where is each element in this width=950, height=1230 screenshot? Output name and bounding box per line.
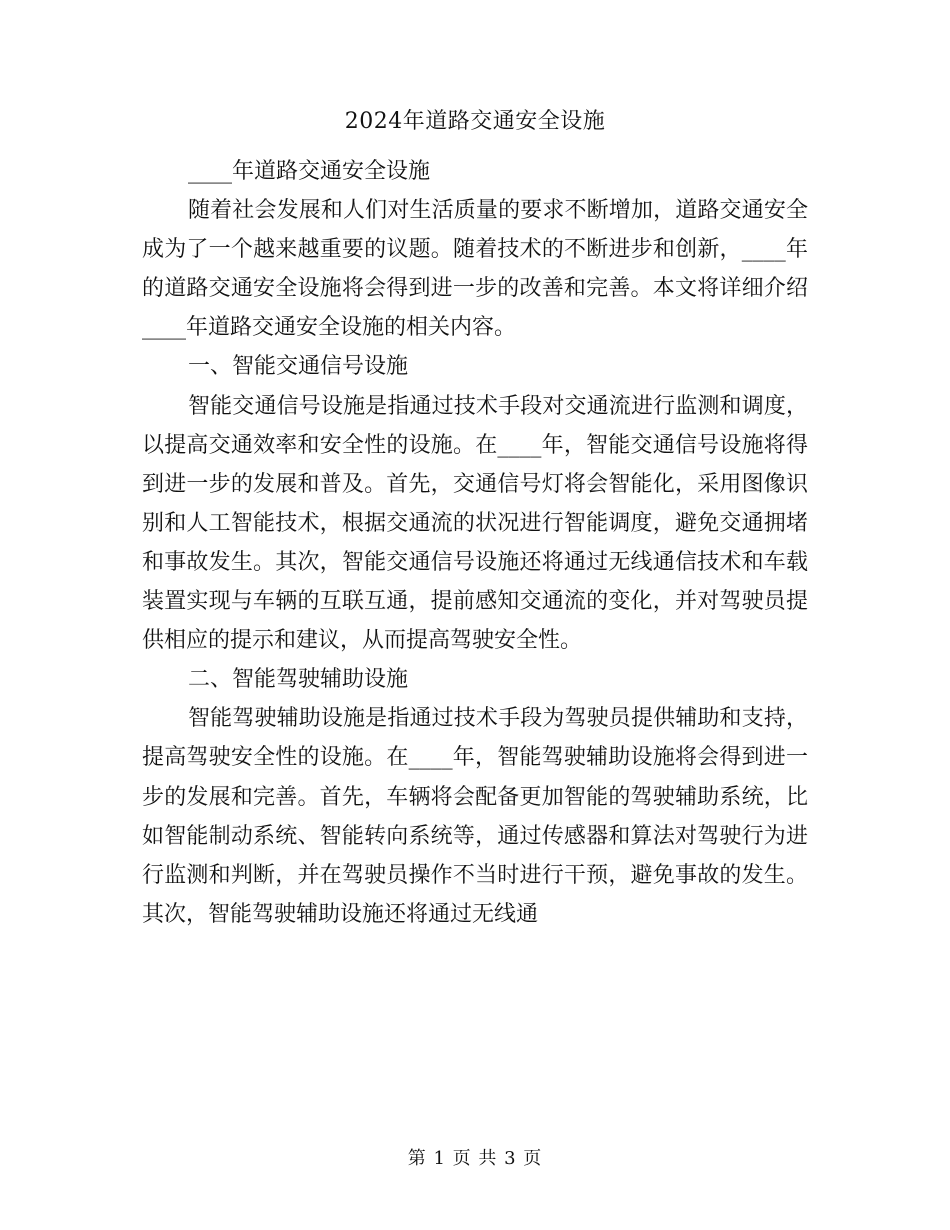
page-footer: 第 1 页 共 3 页: [407, 1148, 543, 1169]
section-heading-1: 一、智能交通信号设施: [188, 354, 409, 380]
document-title: 2024年道路交通安全设施: [344, 109, 606, 134]
section-1-paragraph: 智能交通信号设施是指通过技术手段对交通流进行监测和调度，以提高交通效率和安全性的设施。在____年，智能交通信号设施将得到进一步的发展和普及。首先，交通信号灯将会智能化，采用图像识别和人工智能技术，根据交通流的状况进行智能调度，避免交通拥堵和事故发生。其次，智能交通信号设施还将通过无线通信技术和车载装置实现与车辆的互联互通，提前感知交通流的变化，并对驾驶员提供相应的提示和建议，从而提高驾驶安全性。: [142, 393, 808, 654]
section-heading-2: 二、智能驾驶辅助设施: [188, 667, 409, 693]
section-2-paragraph: 智能驾驶辅助设施是指通过技术手段为驾驶员提供辅助和支持，提高驾驶安全性的设施。在____年，智能驾驶辅助设施将会得到进一步的发展和完善。首先，车辆将会配备更加智能的驾驶辅助系统，比如智能制动系统、智能转向系统等，通过传感器和算法对驾驶行为进行监测和判断，并在驾驶员操作不当时进行干预，避免事故的发生。其次，智能驾驶辅助设施还将通过无线通: [142, 706, 808, 927]
subtitle-paragraph: ____年道路交通安全设施: [188, 159, 431, 184]
intro-paragraph: 随着社会发展和人们对生活质量的要求不断增加，道路交通安全成为了一个越来越重要的议题。随着技术的不断进步和创新，____年的道路交通安全设施将会得到进一步的改善和完善。本文将详细介绍____年道路交通安全设施的相关内容。: [142, 198, 808, 341]
document-body: [142, 152, 808, 934]
